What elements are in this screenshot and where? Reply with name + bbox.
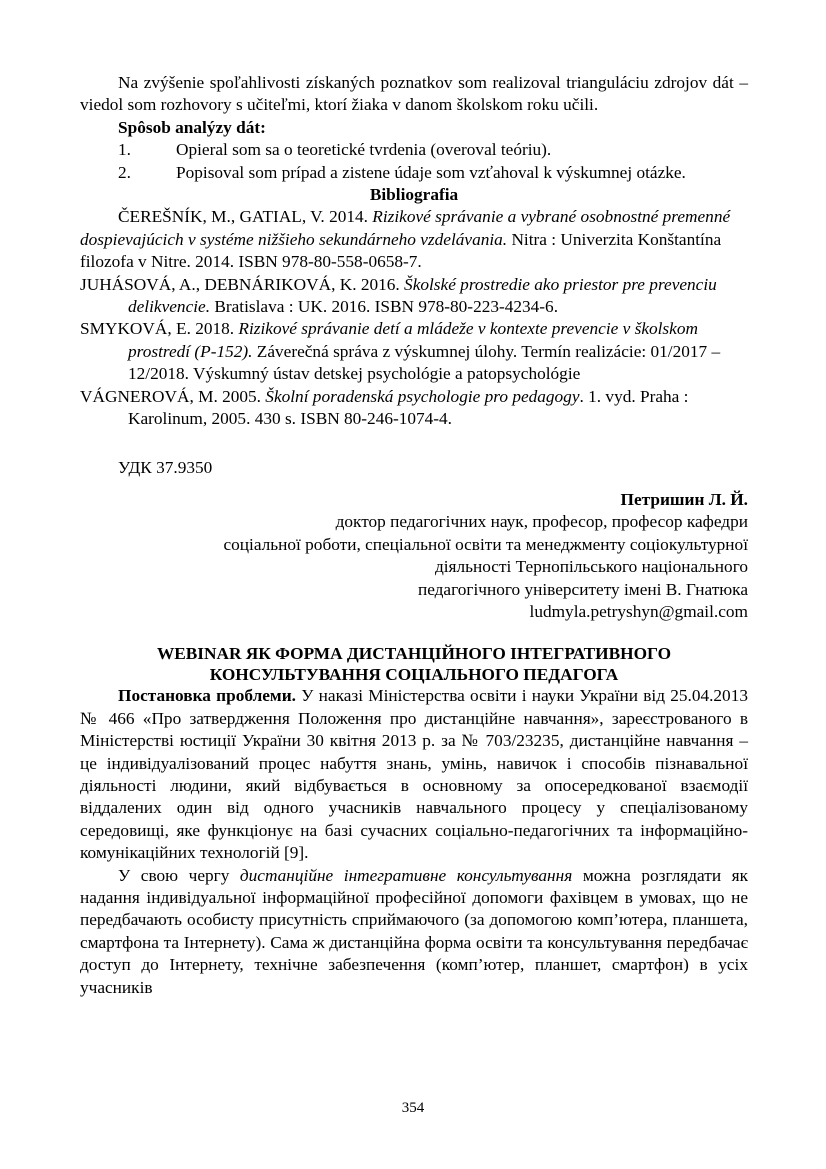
list-item-text — [80, 162, 686, 184]
paragraph-emphasis: дистанційне інтегративне консультування — [239, 865, 573, 885]
list-item — [80, 162, 748, 184]
paragraph-text: У свою чергу — [118, 865, 240, 885]
spacer — [80, 431, 748, 453]
bib-rest: . 1. vyd. Praha : Karolinum, 2005. 430 s. ISBN 80-246-1074-4. — [128, 386, 689, 429]
paragraph-triangulation: Na zvýšenie spoľahlivosti získaných poznatkov som realizoval trianguláciu zdrojov dát – viedol som rozhovory s učiteľmi, ktorí žiaka v danom školskom roku učili. — [80, 73, 748, 115]
bib-authors: JUHÁSOVÁ, A., DEBNÁRIKOVÁ, K. 2016. — [80, 274, 405, 294]
bibliography-heading: Bibliografia — [369, 185, 459, 205]
udk-code: УДК 37.9350 — [118, 457, 213, 477]
bib-title: Rizikové správanie a vybrané osobnostné premenné dospievajúcich v systéme nižšieho sekundárneho vzdelávania. — [80, 207, 731, 249]
article-title-line1: WEBINAR ЯК ФОРМА ДИСТАНЦІЙНОГО ІНТЕГРАТИВНОГО — [156, 644, 672, 664]
problem-statement-lead: Постановка проблеми. — [118, 686, 296, 706]
bib-rest: Záverečná správa z výskumnej úlohy. Termín realizácie: 01/2017 –12/2018. Výskumný ústav detskej psychológie a patopsychológie — [128, 341, 721, 384]
bib-authors: ČEREŠNÍK, M., GATIAL, V. 2014. — [118, 207, 373, 227]
affiliation-line: педагогічного університету імені В. Гнатюка — [417, 579, 748, 599]
bib-authors: SMYKOVÁ, E. 2018. — [80, 319, 239, 339]
bib-title: Rizikové správanie detí a mládeže v kontexte prevencie v školskom prostredí (P-152). — [128, 319, 698, 361]
article-title-line2: КОНСУЛЬТУВАННЯ СОЦІАЛЬНОГО ПЕДАГОГА — [209, 665, 619, 685]
paragraph-problem-statement — [80, 685, 748, 864]
bibliography-entry — [80, 386, 748, 431]
page-number: 354 — [401, 1100, 425, 1116]
bib-title: Školní poradenská psychologie pro pedagogy — [265, 386, 580, 406]
bib-rest: Nitra : Univerzita Konštantína filozofa v Nitre. 2014. ISBN 978-80-558-0658-7. — [80, 229, 722, 272]
list-item-number: 2. — [118, 162, 131, 182]
list-item — [80, 139, 748, 161]
paragraph-text: можна розглядати як надання індивідуальної інформаційної професійної допомоги фахівцем в умовах, що не передбачають особисту присутність сприймаючого (за допомогою комп’ютера, планшета, смартфона та Інтернету). Сама ж дистанційна форма освіти та консультування передбачає доступ до Інтернету, технічне забезпечення (комп’ютер, планшет, смартфон) в усіх учасників — [80, 865, 748, 997]
page-body — [80, 72, 748, 999]
list-item-body: Popisoval som prípad a zistene údaje som vzťahoval k výskumnej otázke. — [176, 162, 686, 182]
bib-rest: Bratislava : UK. 2016. ISBN 978-80-223-4234-6. — [210, 297, 559, 317]
problem-statement-text: У наказі Міністерства освіти і науки України від 25.04.2013 № 466 «Про затвердження Положення про дистанційне навчання», зареєстрованого в Міністерстві юстиції України 30 квітня 2013 р. за № 703/23235, дистанційне навчання – це індивідуалізований процес набуття знань, умінь, навичок і способів пізнавальної діяльності людини, який відбувається в основному за опосередкованої взаємодії віддалених один від одного учасників навчального процесу у спеціалізованому середовищі, яке функціонує на базі сучасних соціально-педагогічних та інформаційно-комунікаційних технологій [9]. — [80, 686, 748, 863]
list-item-number: 1. — [118, 140, 131, 160]
paragraph-distance-consulting — [80, 865, 748, 999]
author-email: ludmyla.petryshyn@gmail.com — [529, 601, 748, 621]
affiliation-line: доктор педагогічних наук, професор, професор кафедри — [335, 512, 748, 532]
affiliation-line: соціальної роботи, спеціальної освіти та менеджменту соціокультурної — [223, 534, 748, 554]
bib-authors: VÁGNEROVÁ, M. 2005. — [80, 386, 266, 406]
method-heading: Spôsob analýzy dát: — [118, 117, 266, 137]
bibliography-entry — [80, 318, 748, 385]
author-name: Петришин Л. Й. — [620, 489, 748, 509]
bibliography-entry — [80, 206, 748, 273]
bibliography-entry — [80, 274, 748, 319]
list-item-text: Opieral som sa o teoretické tvrdenia (overoval teóriu). — [176, 140, 552, 160]
bib-title: Školské prostredie ako priestor pre prevenciu delikvencie. — [128, 274, 717, 317]
affiliation-line: діяльності Тернопільського національного — [434, 557, 748, 577]
